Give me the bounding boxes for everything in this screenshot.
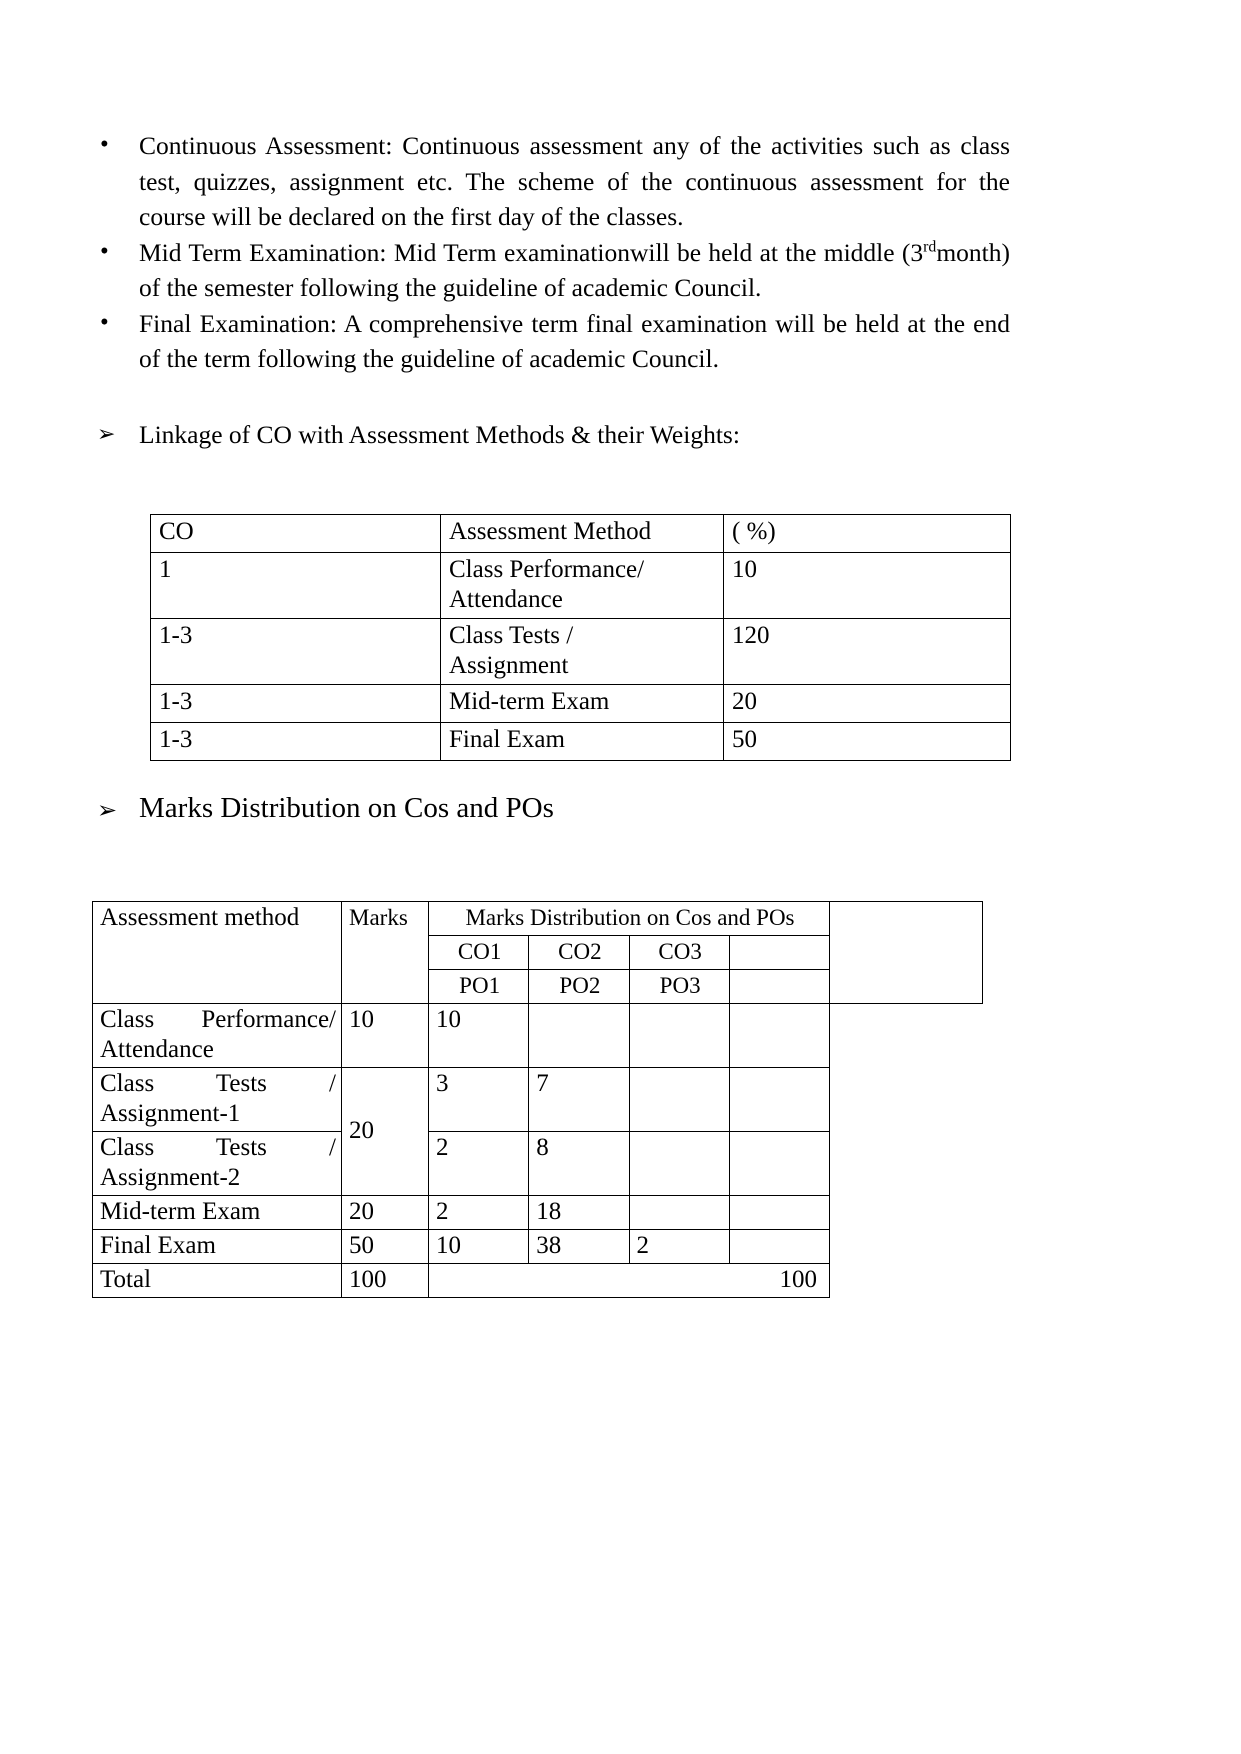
table-row (151, 684, 1011, 722)
cell-method (441, 618, 724, 684)
cell-blank (729, 1067, 829, 1131)
ordinal-suffix: rd (923, 238, 937, 255)
heading-linkage-label: Linkage of CO with Assessment Methods & their Weights: (139, 419, 740, 449)
cell-method: Mid-term Exam (441, 684, 724, 722)
column-header-co2: CO2 (529, 935, 629, 969)
table-row (151, 552, 1011, 618)
column-header-po2: PO2 (529, 969, 629, 1003)
heading-linkage-of-co (92, 418, 1010, 452)
cell-assessment-method (93, 1067, 342, 1131)
cell-co: 1-3 (151, 618, 441, 684)
column-header-method: Assessment Method (441, 514, 724, 552)
column-header-po1: PO1 (429, 969, 529, 1003)
marks-distribution-table (92, 901, 983, 1298)
cell-method-line1: Class Performance/ (449, 555, 645, 583)
cell-co1: 3 (429, 1067, 529, 1131)
cell-co2: 7 (529, 1067, 629, 1131)
cell-method-line2: Assignment (449, 651, 569, 679)
cell-total-value: 100 (429, 1263, 830, 1297)
cell-co3 (629, 1195, 729, 1229)
cell-marks: 20 (342, 1195, 429, 1229)
cell-percent: 10 (724, 552, 1011, 618)
spacer (92, 452, 1010, 514)
bullet-line: Final Examination: A comprehensive term final examination will be held at the end (139, 308, 1010, 338)
cell-method-line2: Assignment-2 (100, 1163, 241, 1191)
cell-assessment-method (93, 1003, 342, 1067)
table-row (151, 618, 1011, 684)
cell-marks-value: 20 (349, 1116, 374, 1144)
cell-co: 1-3 (151, 722, 441, 760)
table-header-row-top (93, 901, 983, 935)
cell-total-marks: 100 (342, 1263, 429, 1297)
cell-method-line1: Class Performance/ (100, 1005, 336, 1033)
cell-extra-blank (830, 1229, 983, 1297)
cell-co1: 2 (429, 1131, 529, 1195)
cell-method-line2: Assignment-1 (100, 1099, 241, 1127)
cell-co2 (529, 1003, 629, 1067)
heading-marks-distribution (92, 789, 1010, 827)
column-header-assessment-method: Assessment method (93, 901, 342, 1003)
cell-percent: 20 (724, 684, 1011, 722)
page-content (92, 128, 1010, 1298)
table-row-final-exam (93, 1229, 983, 1263)
bullet-line: course will be declared on the first day of the classes. (139, 202, 684, 231)
cell-marks: 50 (342, 1229, 429, 1263)
linkage-table (150, 514, 1011, 761)
column-header-co: CO (151, 514, 441, 552)
column-header-co-blank (729, 935, 829, 969)
spacer (92, 827, 1010, 901)
cell-extra-blank (830, 1003, 983, 1229)
cell-assessment-method (93, 1131, 342, 1195)
cell-percent: 50 (724, 722, 1011, 760)
cell-method (441, 552, 724, 618)
cell-co1: 2 (429, 1195, 529, 1229)
ordinal-prefix: (3 (901, 237, 924, 267)
cell-method-line2: Attendance (100, 1035, 214, 1063)
assessment-bullet-list (92, 128, 1010, 377)
cell-co2: 18 (529, 1195, 629, 1229)
spacer (92, 761, 1010, 789)
cell-assessment-method: Mid-term Exam (93, 1195, 342, 1229)
cell-co3 (629, 1067, 729, 1131)
cell-blank (729, 1003, 829, 1067)
column-header-co1: CO1 (429, 935, 529, 969)
cell-blank (729, 1131, 829, 1195)
table-row-class-performance (93, 1003, 983, 1067)
cell-method-line1: Class Tests / (100, 1069, 336, 1097)
bullet-final-examination (92, 306, 1010, 377)
bullet-mid-term-examination (92, 235, 1010, 306)
cell-blank (729, 1195, 829, 1229)
bullet-line: of the term following the guideline of academic Council. (139, 344, 719, 373)
ordinal-rest: month) of the semester following the guideline of academic Council. (139, 237, 1010, 302)
spacer (92, 377, 1010, 418)
cell-co1: 10 (429, 1229, 529, 1263)
cell-co3: 2 (629, 1229, 729, 1263)
cell-marks-merged (342, 1067, 429, 1195)
cell-marks: 10 (342, 1003, 429, 1067)
column-header-percent: ( %) (724, 514, 1011, 552)
cell-method-line1: Class Tests / (100, 1133, 336, 1161)
column-header-po3: PO3 (629, 969, 729, 1003)
column-header-extra-blank (830, 901, 983, 1003)
cell-co3 (629, 1003, 729, 1067)
cell-co: 1 (151, 552, 441, 618)
column-header-co3: CO3 (629, 935, 729, 969)
cell-method: Final Exam (441, 722, 724, 760)
cell-blank (729, 1229, 829, 1263)
column-header-marks: Marks (342, 901, 429, 1003)
bullet-line: Mid Term Examination: Mid Term examinationwill be held at the middle (139, 237, 895, 267)
bullet-continuous-assessment (92, 128, 1010, 235)
cell-co2: 38 (529, 1229, 629, 1263)
bullet-line: Continuous Assessment: Continuous assessment any of the activities such as class (139, 131, 1010, 160)
cell-co3 (629, 1131, 729, 1195)
cell-co1: 10 (429, 1003, 529, 1067)
table-header-row (151, 514, 1011, 552)
column-header-distribution-title: Marks Distribution on Cos and POs (429, 901, 830, 935)
cell-method-line2: Attendance (449, 585, 563, 613)
column-header-po-blank (729, 969, 829, 1003)
cell-total-label: Total (93, 1263, 342, 1297)
cell-co: 1-3 (151, 684, 441, 722)
cell-co2: 8 (529, 1131, 629, 1195)
heading-marks-distribution-label: Marks Distribution on Cos and POs (139, 791, 554, 824)
cell-method-line1: Class Tests / (449, 621, 574, 649)
bullet-line: test, quizzes, assignment etc. The scheme of the continuous assessment for the (139, 166, 1010, 196)
cell-percent: 120 (724, 618, 1011, 684)
table-row (151, 722, 1011, 760)
cell-assessment-method: Final Exam (93, 1229, 342, 1263)
